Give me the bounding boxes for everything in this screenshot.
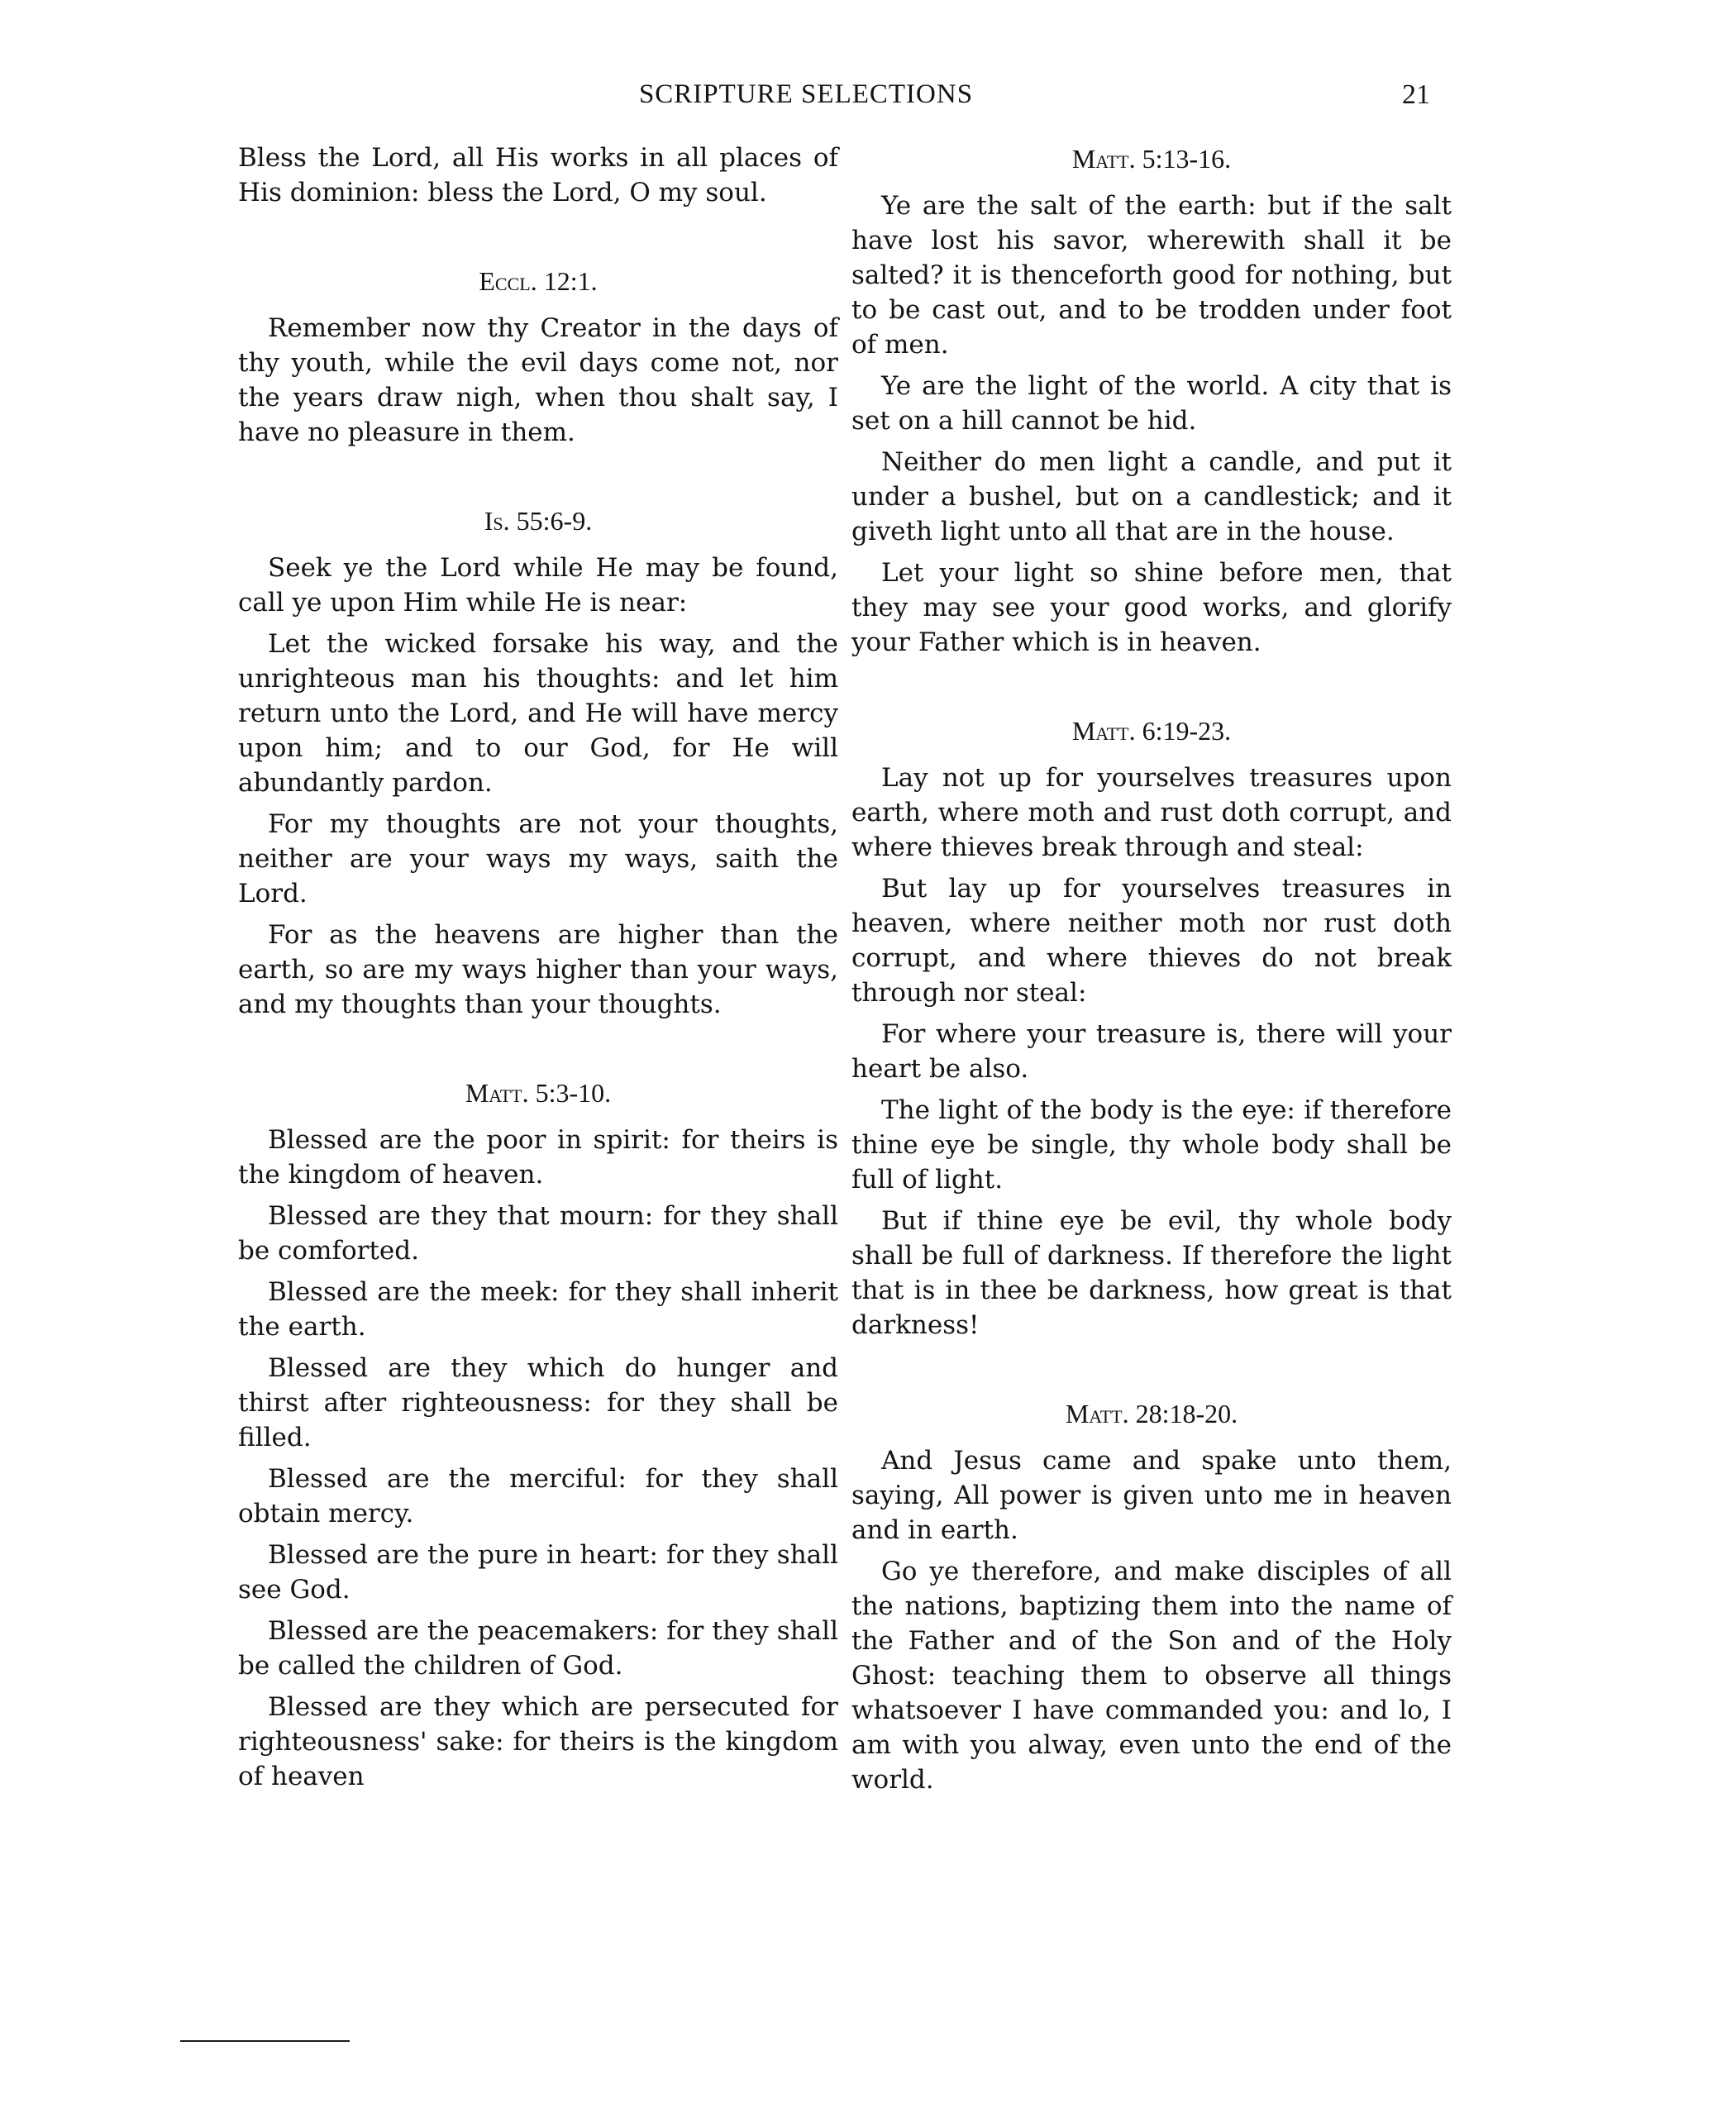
- scripture-section-matt-28-18-20: [851, 1395, 1452, 1797]
- page-number: 21: [1402, 79, 1430, 110]
- verse-paragraph: Blessed are they which are persecuted for righteousness' sake: for theirs is the kingdom of heaven: [238, 1692, 838, 1791]
- verse-paragraph: For where your treasure is, there will your heart be also.: [851, 1019, 1452, 1084]
- section-reference: Matt. 6:19-23.: [1071, 716, 1232, 746]
- verse-paragraph: Go ye therefore, and make disciples of all the nations, baptizing them into the name of the Father and of the Son and of the Holy Ghost: teaching them to observe all things whatsoever I have commanded you: and lo, I am with you alway, even unto the end of the world.: [851, 1557, 1452, 1795]
- verse-paragraph: But lay up for yourselves treasures in heaven, where neither moth nor rust doth corrupt, and where thieves do not break through nor steal:: [851, 874, 1452, 1008]
- verse-paragraph: Blessed are the pure in heart: for they shall see God.: [238, 1540, 838, 1605]
- right-column: [851, 141, 1452, 1850]
- footer-rule: [180, 2040, 350, 2042]
- verse-paragraph: But if thine eye be evil, thy whole body shall be full of darkness. If therefore the light that is in thee be darkness, how great is that darkness!: [851, 1206, 1452, 1340]
- verse-paragraph: Let your light so shine before men, that they may see your good works, and glorify your Father which is in heaven.: [851, 558, 1452, 657]
- section-reference: Eccl. 12:1.: [479, 266, 598, 296]
- section-reference: Matt. 28:18-20.: [1065, 1399, 1238, 1428]
- verse-paragraph: Let the wicked forsake his way, and the unrighteous man his thoughts: and let him return unto the Lord, and He will have mercy upon him; and to our God, for He will abundantly pardon.: [238, 629, 838, 798]
- verse-paragraph: Blessed are they which do hunger and thirst after righteousness: for they shall be filled.: [238, 1353, 838, 1452]
- verse-paragraph: Blessed are they that mourn: for they shall be comforted.: [238, 1201, 838, 1266]
- continuation-verse: Bless the Lord, all His works in all places of His dominion: bless the Lord, O my soul.: [238, 143, 838, 207]
- verse-paragraph: Blessed are the poor in spirit: for theirs is the kingdom of heaven.: [238, 1125, 838, 1190]
- verse-paragraph: For my thoughts are not your thoughts, neither are your ways my ways, saith the Lord.: [238, 809, 838, 909]
- scripture-section-eccl-12-1: [238, 263, 838, 450]
- section-reference: Is. 55:6-9.: [484, 506, 593, 536]
- verse-paragraph: Neither do men light a candle, and put it under a bushel, but on a candlestick; and it giveth light unto all that are in the house.: [851, 447, 1452, 546]
- verse-paragraph: Blessed are the peacemakers: for they shall be called the children of God.: [238, 1616, 838, 1681]
- verse-paragraph: For as the heavens are higher than the earth, so are my ways higher than your ways, and my thoughts than your thoughts.: [238, 920, 838, 1019]
- verse-paragraph: Seek ye the Lord while He may be found, call ye upon Him while He is near:: [238, 553, 838, 618]
- verse-paragraph: Blessed are the merciful: for they shall obtain mercy.: [238, 1464, 838, 1529]
- section-reference: Matt. 5:13-16.: [1071, 144, 1232, 174]
- verse-paragraph: Lay not up for yourselves treasures upon earth, where moth and rust doth corrupt, and where thieves break through and steal:: [851, 763, 1452, 862]
- page-header: [182, 79, 1430, 121]
- section-reference: Matt. 5:3-10.: [465, 1078, 612, 1108]
- scripture-section-matt-5-13-16: [851, 141, 1452, 660]
- left-column: [238, 141, 838, 1847]
- verse-paragraph: Blessed are the meek: for they shall inherit the earth.: [238, 1277, 838, 1342]
- scripture-section-is-55-6-9: [238, 503, 838, 1022]
- verse-paragraph: Ye are the light of the world. A city that is set on a hill cannot be hid.: [851, 371, 1452, 436]
- verse-paragraph: The light of the body is the eye: if therefore thine eye be single, thy whole body shall be full of light.: [851, 1095, 1452, 1195]
- scripture-section-matt-5-3-10: [238, 1075, 838, 1794]
- running-head: SCRIPTURE SELECTIONS: [638, 79, 974, 109]
- verse-paragraph: And Jesus came and spake unto them, saying, All power is given unto me in heaven and in earth.: [851, 1446, 1452, 1545]
- scripture-section-matt-6-19-23: [851, 713, 1452, 1343]
- verse-paragraph: Ye are the salt of the earth: but if the salt have lost his savor, wherewith shall it be salted? it is thenceforth good for nothing, but to be cast out, and to be trodden under foot of men.: [851, 191, 1452, 360]
- verse-paragraph: Remember now thy Creator in the days of thy youth, while the evil days come not, nor the years draw nigh, when thou shalt say, I have no pleasure in them.: [238, 313, 838, 447]
